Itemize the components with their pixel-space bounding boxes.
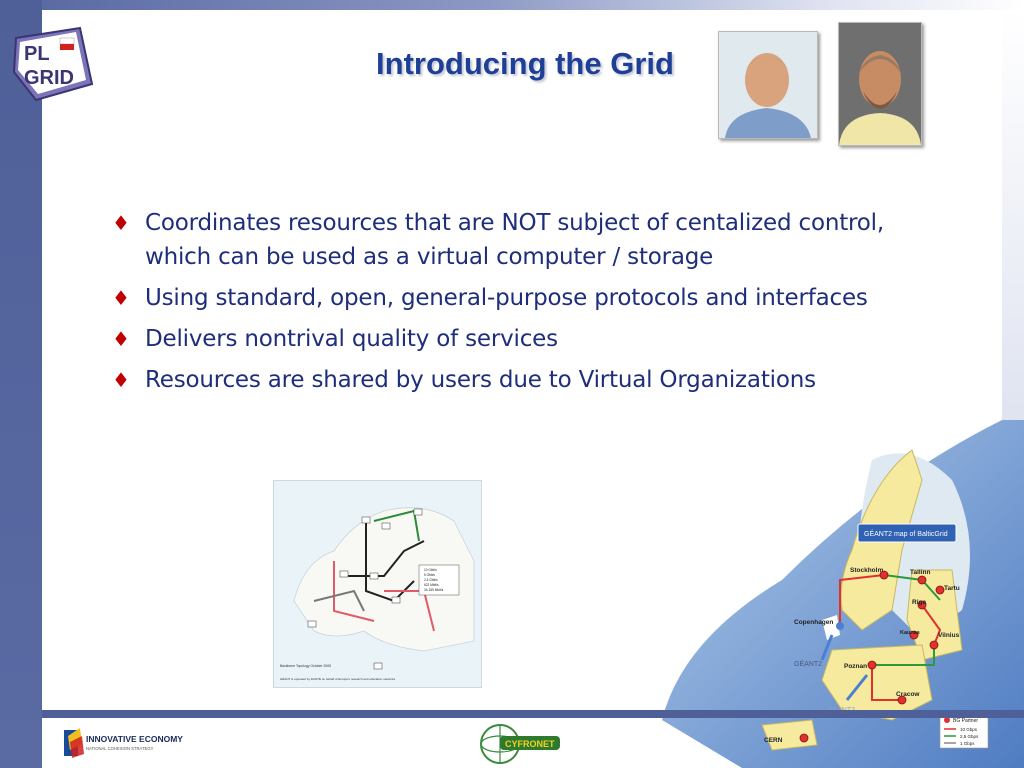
geant-legend-item: 10 Gbit/s — [424, 568, 437, 572]
city-label: Stockholm — [850, 567, 884, 574]
portrait-photo-left — [718, 31, 818, 139]
slide-title: Introducing the Grid — [376, 46, 674, 81]
city-label: Tartu — [944, 585, 960, 592]
legend-item: 2,5 Gbps — [960, 734, 979, 739]
baltic-map-title: GÉANT2 map of BalticGrid — [864, 531, 948, 538]
legend-item: 10 Gbps — [960, 727, 978, 732]
diamond-bullet-icon: ♦ — [112, 368, 130, 392]
innovative-economy-subtext: NATIONAL COHESION STRATEGY — [86, 746, 154, 751]
cyfronet-text: CYFRONET — [505, 739, 555, 749]
geant-legend-item: 5 Gbit/s — [424, 573, 435, 577]
portrait-photo-right — [838, 22, 922, 146]
bullet-text: Using standard, open, general-purpose protocols and interfaces — [145, 285, 868, 311]
city-label: Tallinn — [910, 569, 931, 576]
city-label: Cracow — [896, 691, 920, 698]
geant-legend-item: 622 Mbit/s — [424, 583, 439, 587]
top-gradient-strip — [42, 0, 1024, 10]
plgrid-logo-text-pl: PL — [24, 43, 50, 65]
legend-item: 1 Gbps — [960, 741, 975, 746]
city-label: Poznan — [844, 663, 868, 670]
city-label: Vilnius — [938, 632, 960, 639]
bullet-list — [112, 206, 912, 404]
bullet-text: Coordinates resources that are NOT subject of centalized control, which can be used as a virtual computer / storage — [145, 210, 884, 270]
city-label: Kaunas — [900, 630, 920, 636]
innovative-economy-logo — [60, 726, 230, 760]
bullet-text: Resources are shared by users due to Virtual Organizations — [145, 367, 816, 393]
bullet-item — [112, 281, 912, 315]
plgrid-logo — [10, 24, 96, 104]
legend-partner: BG Partner — [953, 718, 979, 724]
diamond-bullet-icon: ♦ — [112, 327, 130, 351]
geant-caption: Backbone Topology October 2005 — [280, 664, 332, 668]
cyfronet-logo — [478, 720, 564, 766]
bullet-text: Delivers nontrival quality of services — [145, 326, 558, 352]
bottom-band — [42, 710, 1024, 718]
geant-legend-item: 34-155 Mbit/s — [424, 588, 444, 592]
bullet-item — [112, 206, 912, 274]
bullet-item — [112, 363, 912, 397]
bullet-item — [112, 322, 912, 356]
poland-flag-white-icon — [60, 38, 74, 44]
city-label: CERN — [764, 737, 783, 744]
innovative-economy-text: INNOVATIVE ECONOMY — [86, 734, 183, 744]
diamond-bullet-icon: ♦ — [112, 211, 130, 235]
diamond-bullet-icon: ♦ — [112, 286, 130, 310]
poland-flag-red-icon — [60, 44, 74, 50]
city-label: Riga — [912, 599, 927, 606]
geant-link-label: GÉANT2 — [794, 661, 823, 668]
city-label: Copenhagen — [794, 619, 834, 626]
geant-caption-note: GÉANT is operated by DANTE on behalf of Europe's research and education networks — [280, 677, 396, 681]
geant-topology-map — [273, 480, 482, 688]
geant-legend-item: 2.5 Gbit/s — [424, 578, 438, 582]
left-sidebar-band — [0, 0, 42, 768]
plgrid-logo-text-grid: GRID — [24, 67, 74, 89]
